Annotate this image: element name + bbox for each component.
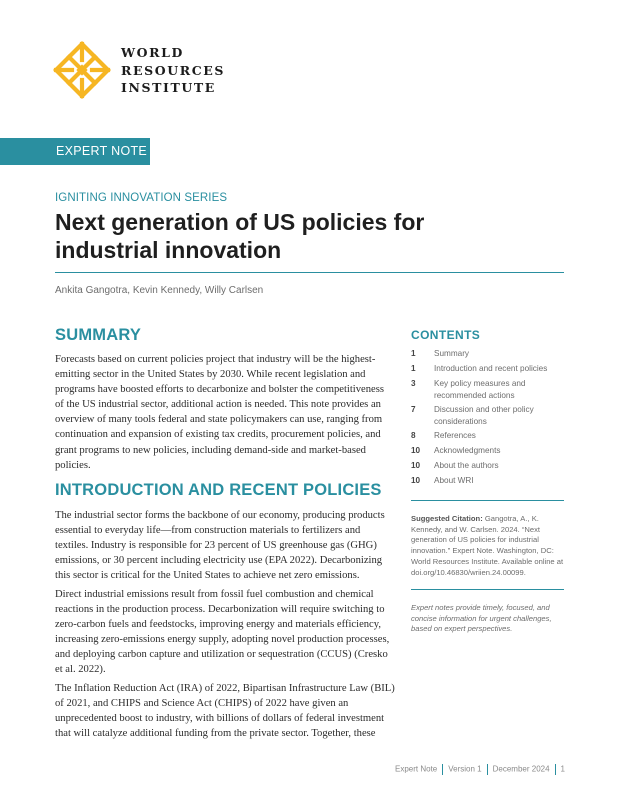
- toc-page-number: 8: [411, 431, 416, 440]
- toc-page-number: 1: [411, 364, 416, 373]
- toc-page-number: 1: [411, 349, 416, 358]
- citation-text: Gangotra, A., K. Kennedy, and W. Carlsen. 2024. “Next generation of US policies for industrial innovation.” Expert Note. Washington, DC: World Resources Institute. Available online at doi.org/10.46830/wriien.24.00099.: [411, 514, 564, 577]
- contents-heading: CONTENTS: [411, 328, 481, 342]
- intro-paragraph-3: The Inflation Reduction Act (IRA) of 2022, Bipartisan Infrastructure Law (BIL) of 2021, and CHIPS and Science Act (CHIPS) of 2022 have given an unprecedented boost to industry, with billions of dollars of federal investment that will catalyze additional funding from the private sector. Together, these: [55, 683, 395, 740]
- toc-label: About the authors: [434, 461, 499, 470]
- summary-paragraph: Forecasts based on current policies project that industry will be the highest-emitting sector in the United States by 2030. While recent legislation and programs have boosted efforts to decarbonize and bolster the competitiveness of the US industrial sector, additional action is needed. This note provides an overview of many tools federal and state policymakers can use, ranging from continuation and expansion of existing tax credits, procurement policies, and grant programs to new policies, including demand-side and market-based policies.: [55, 354, 384, 471]
- citation-label: Suggested Citation:: [411, 514, 483, 523]
- wordmark-line-1: WORLD: [121, 45, 184, 60]
- series-label: IGNITING INNOVATION SERIES: [55, 192, 228, 204]
- author-list: Ankita Gangotra, Kevin Kennedy, Willy Carlsen: [55, 285, 264, 296]
- toc-page-number: 3: [411, 379, 416, 388]
- footer-separator: [442, 764, 443, 775]
- wordmark-line-3: INSTITUTE: [121, 80, 216, 95]
- expert-note-description: Expert notes provide timely, focused, and concise information for urgent challenges, based on expert perspectives.: [411, 603, 552, 634]
- footer-separator: [555, 764, 556, 775]
- suggested-citation: [411, 514, 567, 578]
- toc-label: Acknowledgments: [434, 446, 501, 455]
- toc-label: References: [434, 431, 476, 440]
- toc-page-number: 10: [411, 476, 421, 485]
- page-number: 1: [560, 764, 565, 774]
- toc-page-number: 10: [411, 461, 421, 470]
- wordmark-line-2: RESOURCES: [121, 62, 226, 78]
- sidebar-divider: [411, 500, 564, 501]
- footer-date: December 2024: [492, 764, 550, 774]
- toc-label: About WRI: [434, 476, 474, 485]
- toc-label: Discussion and other policy considerations: [434, 405, 534, 426]
- sidebar-divider: [411, 589, 564, 590]
- intro-paragraph-1: The industrial sector forms the backbone of our economy, producing products essential to everyday life—from construction materials to fertilizers and textiles. Industry is responsible for 23 percent of US greenhouse gas (GHG) emissions, or 30 percent including electricity use (EPA 2022). Decarbonizing this sector is critical for the United States to achieve net zero emissions.: [55, 510, 385, 582]
- toc-label: Introduction and recent policies: [434, 364, 548, 373]
- intro-heading: INTRODUCTION AND RECENT POLICIES: [55, 481, 382, 499]
- toc-label: Key policy measures and recommended actions: [434, 379, 526, 400]
- toc-label: Summary: [434, 349, 470, 358]
- footer-version: Version 1: [448, 764, 482, 774]
- footer-doc-type: Expert Note: [395, 764, 438, 774]
- title-divider: [55, 272, 564, 273]
- page-footer: [395, 764, 565, 775]
- intro-paragraph-2: Direct industrial emissions result from fossil fuel combustion and chemical reactions in the production process. Decarbonization will require switching to zero-carbon fuels and feedstocks, improving energy and materials efficiency, increasing zero-emissions energy supply, adopting novel production processes, and deploying carbon capture and utilization or sequestration (CCUS) (Cresko et al. 2022).: [55, 589, 390, 676]
- toc-page-number: 7: [411, 405, 416, 414]
- wri-wordmark[interactable]: [121, 44, 225, 97]
- wri-logo-icon: [52, 40, 112, 100]
- document-type-banner: EXPERT NOTE: [0, 138, 150, 165]
- document-title: Next generation of US policies for industrial innovation: [55, 209, 425, 263]
- summary-heading: SUMMARY: [55, 326, 142, 344]
- toc-page-number: 10: [411, 446, 421, 455]
- footer-separator: [487, 764, 488, 775]
